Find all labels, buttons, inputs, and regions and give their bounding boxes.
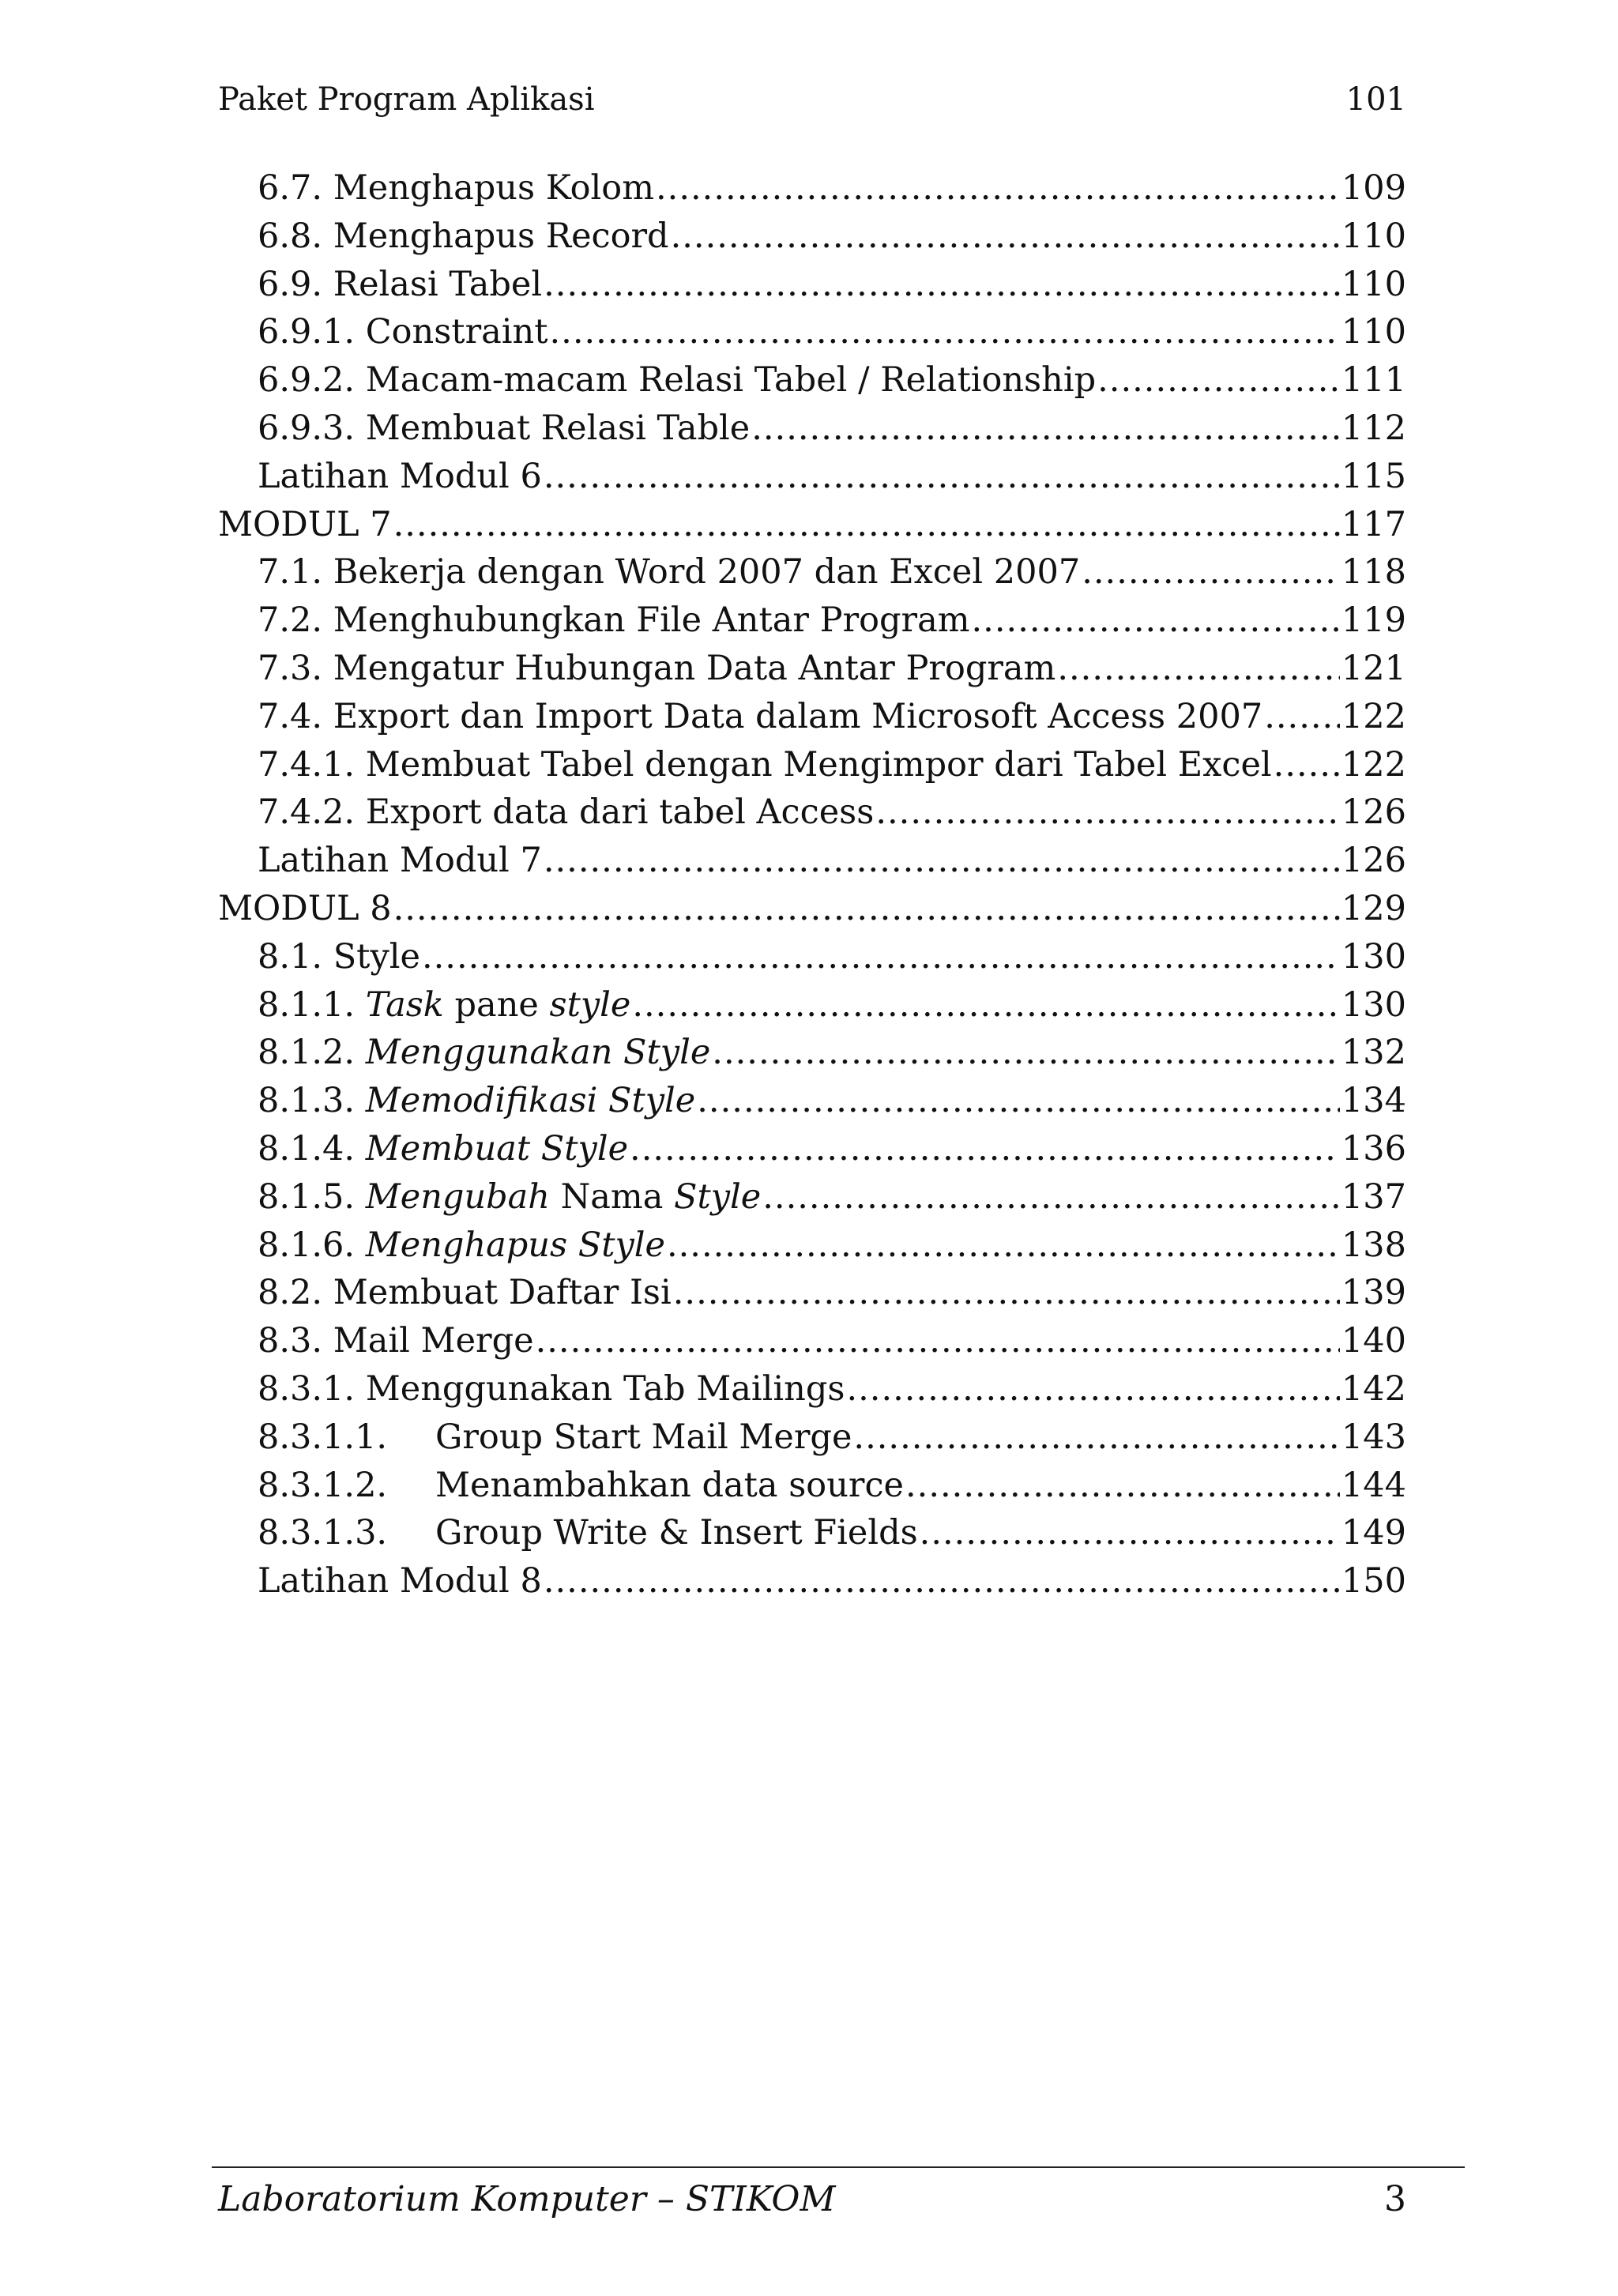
toc-entry-page: 134 (1341, 1081, 1406, 1121)
toc-entry-page: 149 (1341, 1513, 1406, 1553)
toc-entry (218, 837, 1406, 885)
toc-entry-page: 126 (1341, 841, 1406, 881)
toc-leader-dots (422, 933, 1340, 981)
toc-entry-title: 8.1. Style (258, 936, 420, 977)
toc-leader-dots (393, 501, 1340, 549)
toc-entry (218, 1413, 1406, 1462)
footer-divider (212, 2166, 1465, 2168)
toc-leader-dots (920, 1509, 1340, 1557)
toc-entry (218, 261, 1406, 309)
toc-entry-page: 142 (1341, 1368, 1406, 1409)
toc-entry-title: 7.2. Menghubungkan File Antar Program (258, 600, 970, 641)
toc-entry (218, 1077, 1406, 1125)
toc-leader-dots (697, 1077, 1340, 1125)
toc-entry-title: 8.1.1. Task pane style (258, 984, 631, 1025)
toc-leader-dots (544, 837, 1340, 885)
toc-entry-title: 8.1.6. Menghapus Style (258, 1225, 665, 1265)
toc-entry-page: 118 (1341, 552, 1406, 593)
footer-page-number: 3 (1384, 2179, 1406, 2219)
toc-leader-dots (1082, 548, 1340, 597)
toc-entry (218, 1221, 1406, 1270)
toc-entry-title: 6.9.2. Macam-macam Relasi Tabel / Relationship (258, 360, 1097, 401)
toc-entry (218, 789, 1406, 837)
toc-leader-dots (1097, 356, 1340, 405)
toc-entry-page: 119 (1341, 600, 1406, 641)
toc-entry-title: 8.1.4. Membuat Style (258, 1128, 629, 1169)
toc-entry-page: 129 (1341, 888, 1406, 928)
toc-entry (218, 1557, 1406, 1605)
toc-entry (218, 1462, 1406, 1510)
page-header (218, 76, 1406, 123)
toc-entry (218, 933, 1406, 981)
toc-entry-title: Latihan Modul 7 (258, 841, 542, 881)
toc-entry-number: 8.3.1.2. (258, 1465, 388, 1505)
toc-leader-dots (751, 405, 1340, 453)
toc-entry-page: 136 (1341, 1128, 1406, 1169)
toc-leader-dots (667, 1221, 1340, 1270)
toc-entry (218, 308, 1406, 356)
toc-entry-page: 138 (1341, 1225, 1406, 1265)
toc-entry-page: 122 (1341, 696, 1406, 736)
toc-leader-dots (712, 1029, 1340, 1077)
toc-entry (218, 1125, 1406, 1173)
toc-leader-dots (905, 1462, 1340, 1510)
toc-entry-page: 130 (1341, 936, 1406, 977)
toc-leader-dots (673, 1269, 1340, 1317)
toc-entry (218, 1509, 1406, 1557)
toc-leader-dots (762, 1173, 1340, 1221)
toc-entry-page: 112 (1341, 408, 1406, 448)
toc-entry (218, 1269, 1406, 1317)
toc-entry (218, 981, 1406, 1029)
toc-entry-page: 109 (1341, 168, 1406, 208)
toc-entry-title: 7.1. Bekerja dengan Word 2007 dan Excel 2007 (258, 552, 1081, 593)
toc-entry-title: 6.9.3. Membuat Relasi Table (258, 408, 751, 448)
toc-entry-title: 6.9. Relasi Tabel (258, 264, 543, 304)
toc-entry-page: 110 (1341, 312, 1406, 352)
toc-entry-title: 6.9.1. Constraint (258, 312, 548, 352)
toc-entry-page: 121 (1341, 648, 1406, 688)
toc-entry (218, 1029, 1406, 1077)
toc-entry (218, 1317, 1406, 1365)
toc-leader-dots (550, 308, 1340, 356)
toc-entry-title: 8.3.1.2. Menambahkan data source (258, 1462, 904, 1510)
toc-entry (218, 885, 1406, 933)
running-title: Paket Program Aplikasi (218, 81, 595, 118)
toc-entry-title: 8.2. Membuat Daftar Isi (258, 1273, 672, 1313)
toc-entry-title: 7.4.1. Membuat Tabel dengan Mengimpor dari Tabel Excel (258, 744, 1272, 785)
toc-leader-dots (875, 789, 1340, 837)
toc-entry-title: Latihan Modul 6 (258, 456, 542, 496)
toc-leader-dots (1274, 741, 1340, 789)
toc-entry-title: 8.1.3. Memodifikasi Style (258, 1081, 696, 1121)
toc-entry (218, 405, 1406, 453)
toc-entry-title: 8.3.1.1. Group Start Mail Merge (258, 1413, 852, 1462)
toc-leader-dots (1057, 645, 1340, 693)
running-page-number: 101 (1345, 81, 1406, 118)
toc-entry-title: 6.8. Menghapus Record (258, 216, 669, 256)
toc-entry-page: 150 (1341, 1561, 1406, 1602)
toc-entry-page: 111 (1341, 360, 1406, 401)
toc-entry (218, 213, 1406, 261)
toc-entry (218, 1173, 1406, 1221)
toc-leader-dots (846, 1365, 1339, 1413)
toc-leader-dots (544, 261, 1340, 309)
toc-entry (218, 741, 1406, 789)
toc-entry-page: 117 (1341, 504, 1406, 544)
toc-entry-page: 130 (1341, 984, 1406, 1025)
toc-leader-dots (544, 1557, 1340, 1605)
toc-entry (218, 645, 1406, 693)
toc-entry-title: 7.4. Export dan Import Data dalam Microsoft Access 2007 (258, 696, 1263, 736)
toc-entry-title: 8.3. Mail Merge (258, 1321, 534, 1361)
table-of-contents (218, 164, 1406, 1605)
toc-leader-dots (536, 1317, 1340, 1365)
toc-leader-dots (632, 981, 1340, 1029)
toc-entry-title: MODUL 8 (218, 888, 392, 928)
toc-entry-page: 137 (1341, 1176, 1406, 1217)
toc-entry-page: 110 (1341, 264, 1406, 304)
toc-entry (218, 356, 1406, 405)
toc-entry (218, 1365, 1406, 1413)
toc-entry-number: 8.3.1.1. (258, 1417, 388, 1457)
toc-entry-title: 8.1.5. Mengubah Nama Style (258, 1176, 762, 1217)
toc-entry-page: 144 (1341, 1465, 1406, 1505)
toc-entry (218, 693, 1406, 741)
toc-leader-dots (671, 213, 1340, 261)
toc-entry-page: 143 (1341, 1417, 1406, 1457)
toc-entry-page: 115 (1341, 456, 1406, 496)
toc-entry-page: 132 (1341, 1033, 1406, 1073)
toc-entry (218, 164, 1406, 213)
toc-entry (218, 453, 1406, 501)
toc-entry-page: 110 (1341, 216, 1406, 256)
toc-entry (218, 548, 1406, 597)
toc-entry-title: 7.4.2. Export data dari tabel Access (258, 792, 875, 833)
toc-leader-dots (630, 1125, 1340, 1173)
toc-leader-dots (393, 885, 1340, 933)
toc-entry-page: 139 (1341, 1273, 1406, 1313)
toc-leader-dots (1264, 693, 1340, 741)
toc-leader-dots (544, 453, 1340, 501)
footer-lab-name: Laboratorium Komputer – STIKOM (218, 2179, 836, 2219)
toc-entry-page: 140 (1341, 1321, 1406, 1361)
toc-entry (218, 597, 1406, 645)
toc-entry (218, 501, 1406, 549)
toc-entry-number: 8.3.1.3. (258, 1513, 388, 1553)
toc-leader-dots (853, 1413, 1340, 1462)
toc-entry-title: 7.3. Mengatur Hubungan Data Antar Program (258, 648, 1056, 688)
toc-leader-dots (656, 164, 1340, 213)
toc-entry-title: 8.3.1.3. Group Write & Insert Fields (258, 1509, 918, 1557)
toc-entry-title: 6.7. Menghapus Kolom (258, 168, 654, 208)
toc-entry-title: 8.1.2. Menggunakan Style (258, 1033, 711, 1073)
page-footer (218, 2174, 1406, 2225)
toc-entry-page: 126 (1341, 792, 1406, 833)
toc-entry-title: MODUL 7 (218, 504, 392, 544)
toc-entry-page: 122 (1341, 744, 1406, 785)
toc-leader-dots (972, 597, 1340, 645)
toc-entry-title: 8.3.1. Menggunakan Tab Mailings (258, 1368, 845, 1409)
toc-entry-title: Latihan Modul 8 (258, 1561, 542, 1602)
